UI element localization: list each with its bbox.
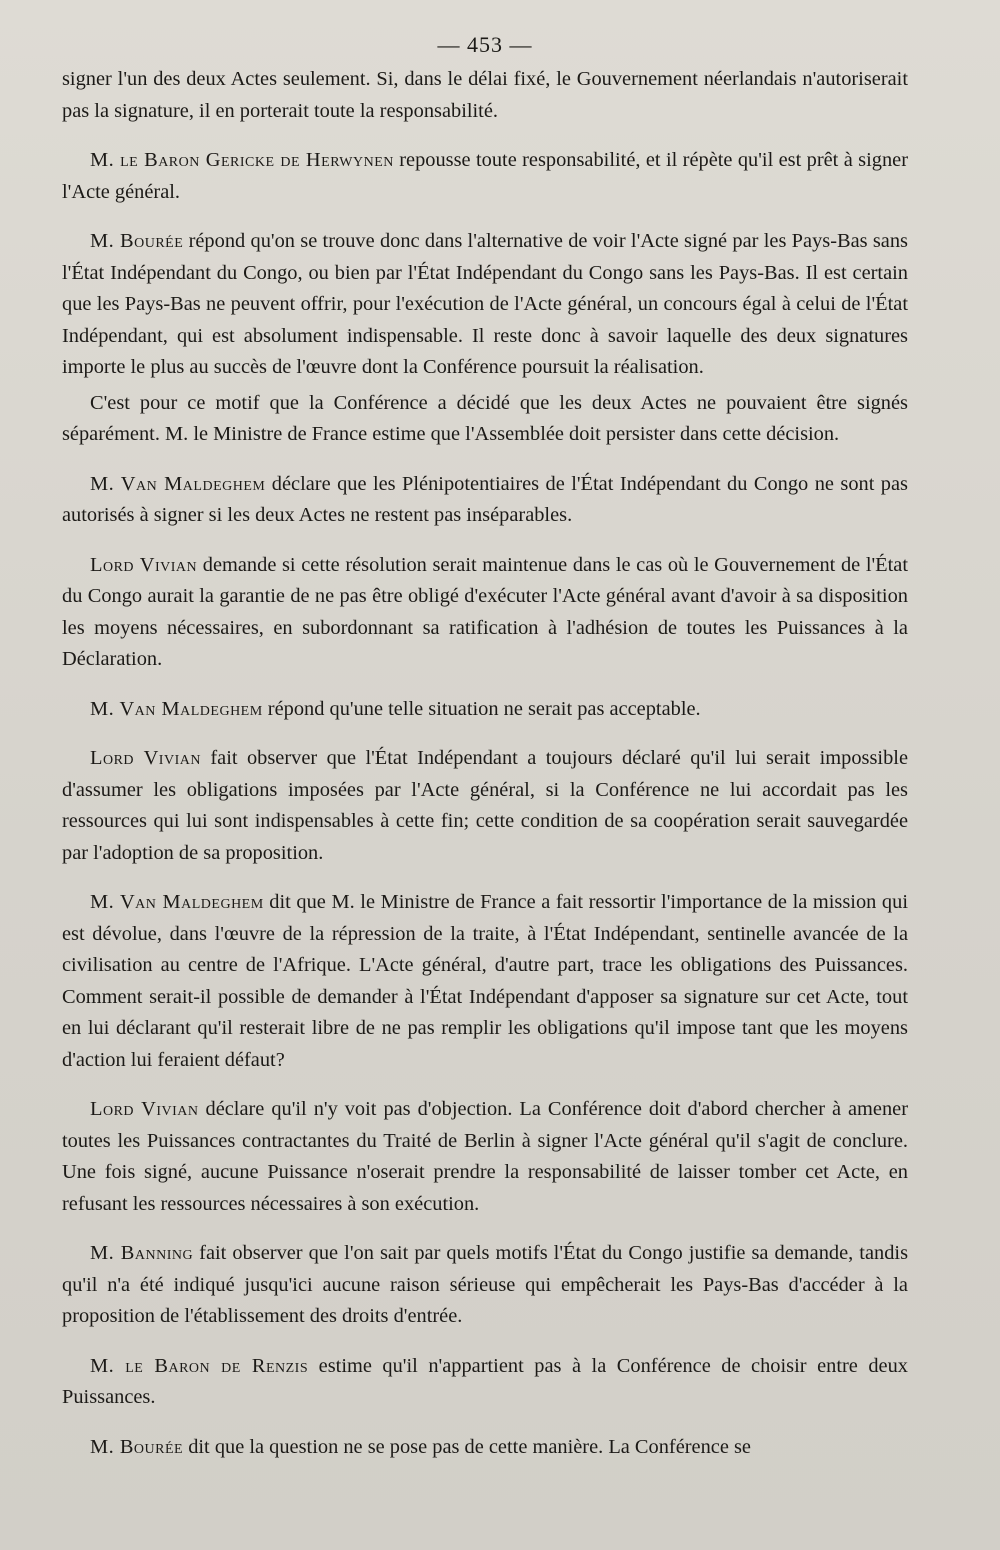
speaker-name: M. Van Maldeghem — [90, 472, 266, 495]
paragraph-10 — [62, 1094, 908, 1220]
paragraph-12 — [62, 1351, 908, 1414]
paragraph-7 — [62, 694, 908, 726]
paragraph-11 — [62, 1238, 908, 1333]
paragraph-text: fait observer que l'on sait par quels motifs l'État du Congo justifie sa demande, tandis qu'il n'a été indiqué jusqu'ici aucune raison sérieuse qui empêcherait les Pays-Bas d'accéder à la proposition de l'établissement des droits d'entrée. — [62, 1242, 909, 1327]
speaker-name: Lord Vivian — [90, 747, 201, 769]
paragraph-text: signer l'un des deux Actes seulement. Si, dans le délai fixé, le Gouvernement néerlandais n'autoriserait pas la signature, il en porterait toute la responsabilité. — [62, 68, 908, 122]
paragraph-text: demande si cette résolution serait maintenue dans le cas où le Gouvernement de l'État du Congo aurait la garantie de ne pas être obligé d'exécuter l'Acte général avant d'avoir à sa disposition les moyens nécessaires, en subordonnant sa ratification à l'adhésion de toutes les Puissances à la Déclaration. — [62, 553, 908, 670]
paragraph-text: estime qu'il n'appartient pas à la Conférence de choisir entre deux Puissances. — [62, 1354, 908, 1408]
speaker-name: M. Bourée — [90, 230, 184, 252]
speaker-name: M. Van Maldeghem — [90, 891, 264, 913]
paragraph-6 — [62, 550, 908, 676]
paragraph-text: déclare qu'il n'y voit pas d'objection. La Conférence doit d'abord chercher à amener toutes les Puissances contractantes du Traité de Berlin à signer l'Acte général qu'il s'agit de conclure. Une fois signé, aucune Puissance n'oserait prendre la responsabilité de laisser tomber cet Acte, en refusant les ressources nécessaires à son exécution. — [62, 1098, 909, 1215]
speaker-name: M. Banning — [90, 1242, 194, 1264]
speaker-name: M. Van Maldeghem — [90, 697, 263, 720]
paragraph-text: déclare que les Plénipotentiaires de l'État Indépendant du Congo ne sont pas autorisés à signer si les deux Actes ne restent pas inséparables. — [62, 472, 908, 526]
paragraph-2 — [62, 145, 908, 208]
page-number: — 453 — — [437, 32, 533, 57]
speaker-name: M. le Baron de Renzis — [90, 1354, 309, 1377]
paragraph-text: C'est pour ce motif que la Conférence a décidé que les deux Actes ne pouvaient être signés séparément. M. le Ministre de France estime que l'Assemblée doit persister dans cette décision. — [62, 391, 908, 445]
paragraph-text: repousse toute responsabilité, et il répète qu'il est prêt à signer l'Acte général. — [62, 149, 908, 203]
speaker-name: Lord Vivian — [90, 1098, 199, 1120]
paragraph-text: dit que la question ne se pose pas de cette manière. La Conférence se — [183, 1435, 751, 1458]
paragraph-text: répond qu'on se trouve donc dans l'alternative de voir l'Acte signé par les Pays-Bas sans l'État Indépendant du Congo, ou bien par l'État Indépendant du Congo sans les Pays-Bas. Il est certain que les Pays-Bas ne peuvent offrir, pour l'exécution de l'Acte général, un concours égal à celui de l'État Indépendant, qui est absolument indispensable. Il reste donc à savoir laquelle des deux signatures importe le plus au succès de l'œuvre dont la Conférence poursuit la réalisation. — [62, 230, 908, 378]
paragraph-text: fait observer que l'État Indépendant a toujours déclaré qu'il lui serait impossible d'assumer les obligations imposées par l'Acte général, si la Conférence ne lui accordait pas les ressources qui lui sont indispensables à cette fin; cette condition de sa coopération serait sauvegardée par l'adoption de sa proposition. — [62, 747, 908, 864]
paragraph-4 — [62, 388, 908, 451]
speaker-name: M. le Baron Gericke de Herwynen — [90, 149, 394, 171]
paragraph-text: répond qu'une telle situation ne serait pas acceptable. — [262, 697, 701, 720]
paragraph-9 — [62, 887, 908, 1076]
paragraph-1 — [62, 64, 908, 127]
paragraph-13 — [62, 1432, 908, 1464]
speaker-name: Lord Vivian — [90, 553, 198, 576]
paragraph-3 — [62, 226, 908, 384]
paragraph-8 — [62, 743, 908, 869]
paragraph-text: dit que M. le Ministre de France a fait ressortir l'importance de la mission qui est dévolue, dans l'œuvre de la répression de la traite, à l'État Indépendant, sentinelle avancée de la civilisation au centre de l'Afrique. L'Acte général, d'autre part, trace les obligations des Puissances. Comment serait-il possible de demander à l'État Indépendant d'apposer sa signature sur cet Acte, tout en lui déclarant qu'il resterait libre de ne pas remplir les obligations qu'il impose tant que les moyens d'action lui feraient défaut? — [62, 891, 908, 1071]
paragraph-5 — [62, 469, 908, 532]
speaker-name: M. Bourée — [90, 1435, 184, 1458]
